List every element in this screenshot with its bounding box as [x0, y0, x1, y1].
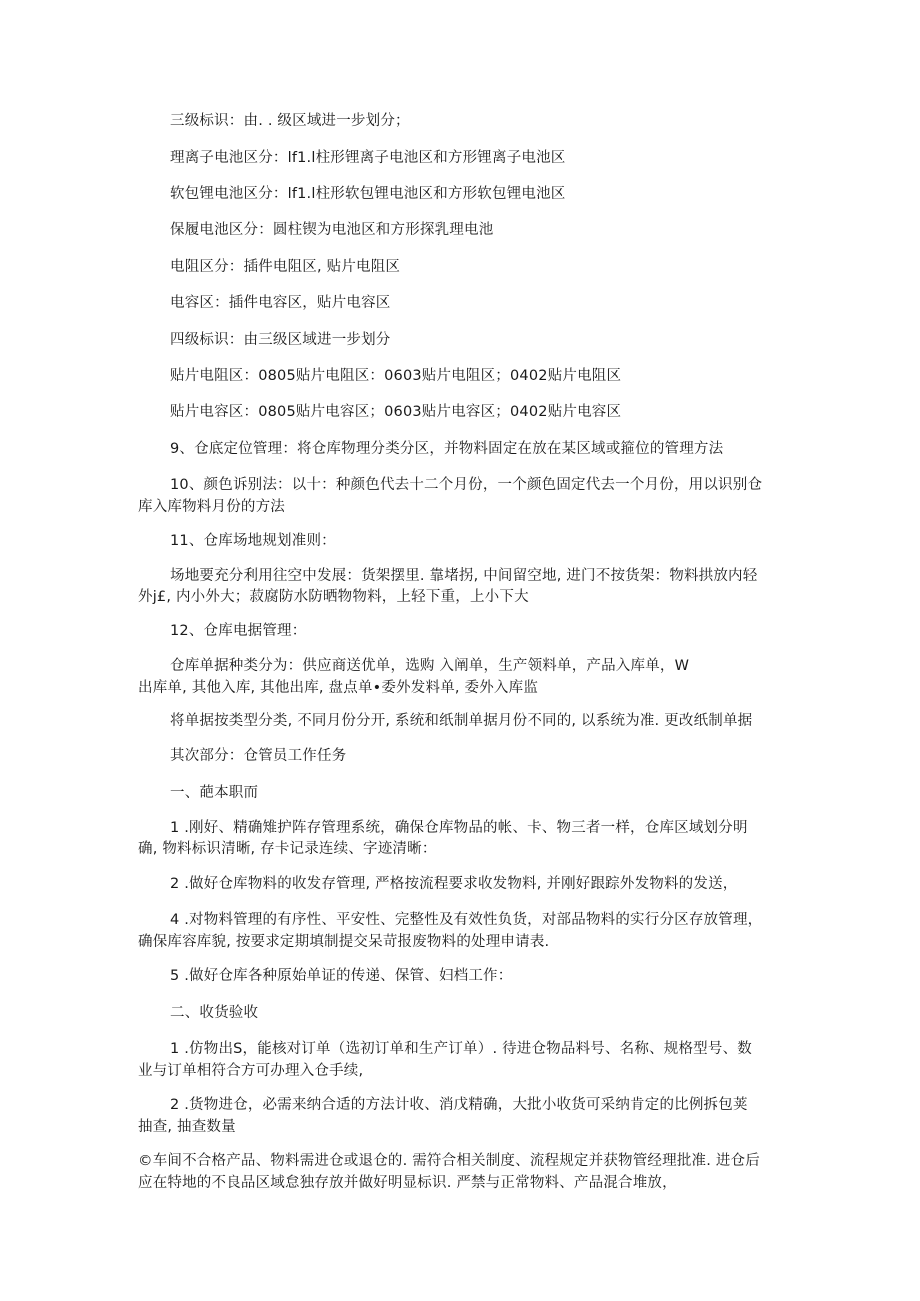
text-line: 库入库物料月份的方法 [138, 499, 285, 515]
text-line: 确保库容库貌, 按要求定期填制提交呆苛报废物料的处理申请表. [138, 934, 550, 950]
text-line: 三级标识：由. . 级区域进一步划分； [170, 113, 410, 129]
text-line: 理离子电池区分：lf1.l柱形锂离子电池区和方形锂离子电池区 [170, 150, 566, 166]
text-line: 10、颜色诉别法：以十：种颜色代去十二个月份，一个颜色固定代去一个月份，用以识别仓 [170, 477, 763, 493]
text-line: 软包锂电池区分：lf1.l柱形软包锂电池区和方形软包锂电池区 [170, 186, 566, 202]
text-line: 5 .做好仓库各种原始单证的传递、保管、妇档工作： [170, 968, 513, 984]
text-line: 出库单, 其他入库, 其他出库, 盘点单•委外发料单, 委外入库监 [138, 680, 539, 696]
text-line: 将单据按类型分类, 不同月份分开, 系统和纸制单据月份不同的, 以系统为准. 更改纸制单据 [170, 713, 753, 729]
text-line: 确, 物料标识清晰, 存卡记录连续、字迹清晰： [138, 841, 437, 857]
text-line: 11、仓库场地规划准则： [170, 533, 336, 549]
text-line: 9、仓底定位管理：将仓库物理分类分区，并物料固定在放在某区域或箍位的管理方法 [170, 441, 724, 457]
text-line: 2 .做好仓库物料的收发存管理, 严格按流程要求收发物料, 并刚好跟踪外发物料的发送， [170, 876, 738, 892]
text-line: 1 .仿物出S，能核对订单（选初订单和生产订单）. 待进仓物品料号、名称、规格型号、数 [170, 1041, 752, 1057]
text-line: 贴片电容区：0805贴片电容区；0603贴片电容区；0402贴片电容区 [170, 404, 622, 420]
text-line: ©车间不合格产品、物料需进仓或退仓的. 需符合相关制度、流程规定并获物管经理批准. 进仓后 [138, 1153, 760, 1169]
text-line: 一、葩本职而 [170, 785, 259, 801]
text-line: 仓库单据种类分为：供应商送优单，选购 入阐单，生产领料单，产品入库单，W [170, 658, 690, 674]
text-line: 保履电池区分：圆柱锲为电池区和方形探乳理电池 [170, 222, 494, 238]
text-line: 2 .货物进仓，必需来纳合适的方法计收、消戊精确，大批小收货可采纳肯定的比例拆包荚 [170, 1097, 748, 1113]
text-line: 外j£, 内小外大；菽腐防水防晒物物料，上轻下重，上小下大 [138, 589, 529, 605]
text-line: 场地要充分利用往空中发展：货架摆里. 靠堵拐, 中间留空地, 进门不按货架：物料拱放内轻 [170, 568, 758, 584]
text-line: 业与订单相符合方可办理入仓手续, [138, 1063, 364, 1079]
text-line: 贴片电阻区：0805贴片电阻区：0603贴片电阻区；0402贴片电阻区 [170, 368, 622, 384]
text-line: 四级标识：由三级区域进一步划分 [170, 332, 391, 348]
text-line: 抽查, 抽查数量 [138, 1119, 236, 1135]
text-line: 电容区：插件电容区，贴片电容区 [170, 295, 391, 311]
text-line: 二、收货验收 [170, 1005, 259, 1021]
text-line: 1 .刚好、精确雉护阵存管理系统，确保仓库物品的帐、卡、物三者一样，仓库区域划分明 [170, 820, 748, 836]
text-line: 应在特地的不良品区域怠独存放并做好明显标识. 严禁与正常物料、产品混合堆放， [138, 1175, 677, 1191]
text-line: 12、仓库电据管理： [170, 623, 307, 639]
text-line: 电阻区分：插件电阻区, 贴片电阻区 [170, 259, 401, 275]
text-line: 4 .对物料管理的有序性、平安性、完整性及有效性负货，对部品物料的实行分区存放管理， [170, 912, 763, 928]
text-line: 其次部分：仓管员工作任务 [170, 748, 347, 764]
